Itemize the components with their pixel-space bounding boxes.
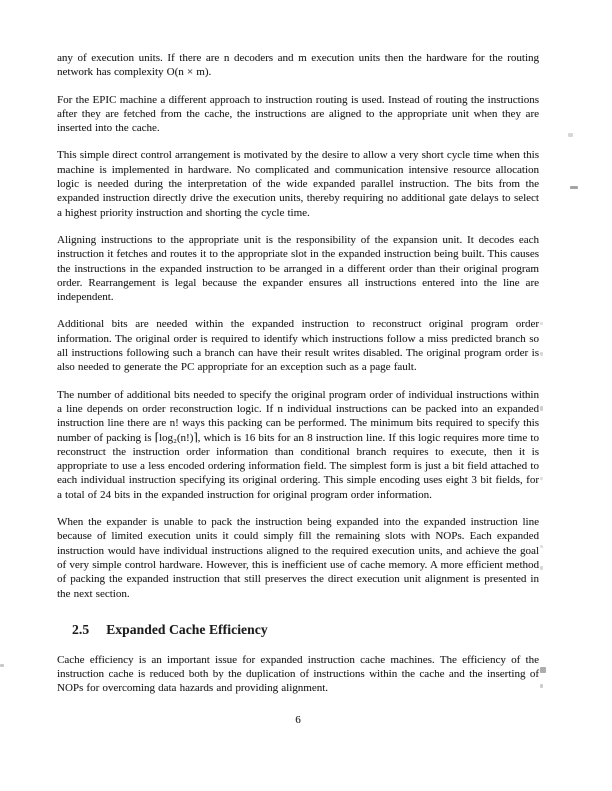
body-paragraph: When the expander is unable to pack the instruction being expanded into the expanded instruction line because of limited execution units it could simply fill the remaining slots with NOPs. Each expanded instruction would have individual instructions aligned to the required execution units, and achieve the goal of very simple control hardware. However, this is inefficient use of cache memory. A more efficient method of packing the expanded instruction that still preserves the direct execution unit alignment is presented in the next section.: [57, 516, 539, 600]
scan-speck: [540, 322, 543, 325]
page-number: 6: [295, 713, 301, 726]
scan-speck: [540, 545, 543, 548]
page-content: [57, 51, 539, 727]
scan-speck: [0, 664, 4, 667]
body-paragraph: Additional bits are needed within the expanded instruction to reconstruct original program order information. The original order is required to identify which instructions follow a miss predicted branch so all instructions following such a branch can have their result writes disabled. The original program order is also needed to generate the PC appropriate for an exception such as a page fault.: [57, 318, 539, 374]
body-paragraph: For the EPIC machine a different approach to instruction routing is used. Instead of routing the instructions after they are fetched from the cache, the instructions are aligned to the appropriate unit when they are inserted into the cache.: [57, 93, 539, 135]
body-paragraph: any of execution units. If there are n decoders and m execution units then the hardware for the routing network has complexity O(n × m).: [57, 52, 539, 79]
scan-speck: [540, 566, 543, 570]
body-paragraph: Aligning instructions to the appropriate unit is the responsibility of the expansion unit. It decodes each instruction it fetches and routes it to the appropriate slot in the expanded instruction being built. This causes the instructions in the expanded instruction to be arranged in a different order than their original program order. Rearrangement is legal because the expander ensures all instructions entered into the line are independent.: [57, 233, 539, 304]
scan-speck: [540, 477, 543, 480]
scan-speck: [568, 133, 573, 137]
section-heading: [57, 621, 539, 638]
body-paragraph: Cache efficiency is an important issue for expanded instruction cache machines. The efficiency of the instruction cache is reduced both by the duplication of instructions within the cache and the inserting of NOPs for overcoming data hazards and providing alignment.: [57, 653, 539, 695]
scan-speck: [570, 186, 578, 189]
scan-speck: [540, 352, 543, 356]
scan-speck: [540, 684, 543, 688]
scan-speck: [540, 406, 543, 411]
section-title: Expanded Cache Efficiency: [106, 621, 268, 637]
section-number: 2.5: [72, 621, 90, 637]
scan-speck: [540, 667, 546, 673]
body-paragraph: The number of additional bits needed to specify the original program order of individual instructions within a line depends on order reconstruction logic. If n individual instructions can be packed into an expanded instruction line there are n! ways this packing can be performed. The minimum bits required to specify this number of packing is ⌈log₂(n!)⌉, which is 16 bits for an 8 instruction line. If this logic requires more time to reconstruct the instruction order information than conditional branch requires to execute, then it is appropriate to use a less encoded ordering information field. The simplest form is just a bit field attached to each individual instruction specifying its original ordering. This simple encoding uses eight 3 bit fields, for a total of 24 bits in the expanded instruction for original program order information.: [57, 388, 539, 501]
body-paragraph: This simple direct control arrangement is motivated by the desire to allow a very short cycle time when this machine is implemented in hardware. No complicated and communication intensive resource allocation logic is needed during the interpretation of the wide expanded parallel instruction. The bits from the expanded instruction directly drive the execution units, thereby requiring no additional gate delays to select a highest priority instruction and shorting the cycle time.: [57, 149, 539, 219]
